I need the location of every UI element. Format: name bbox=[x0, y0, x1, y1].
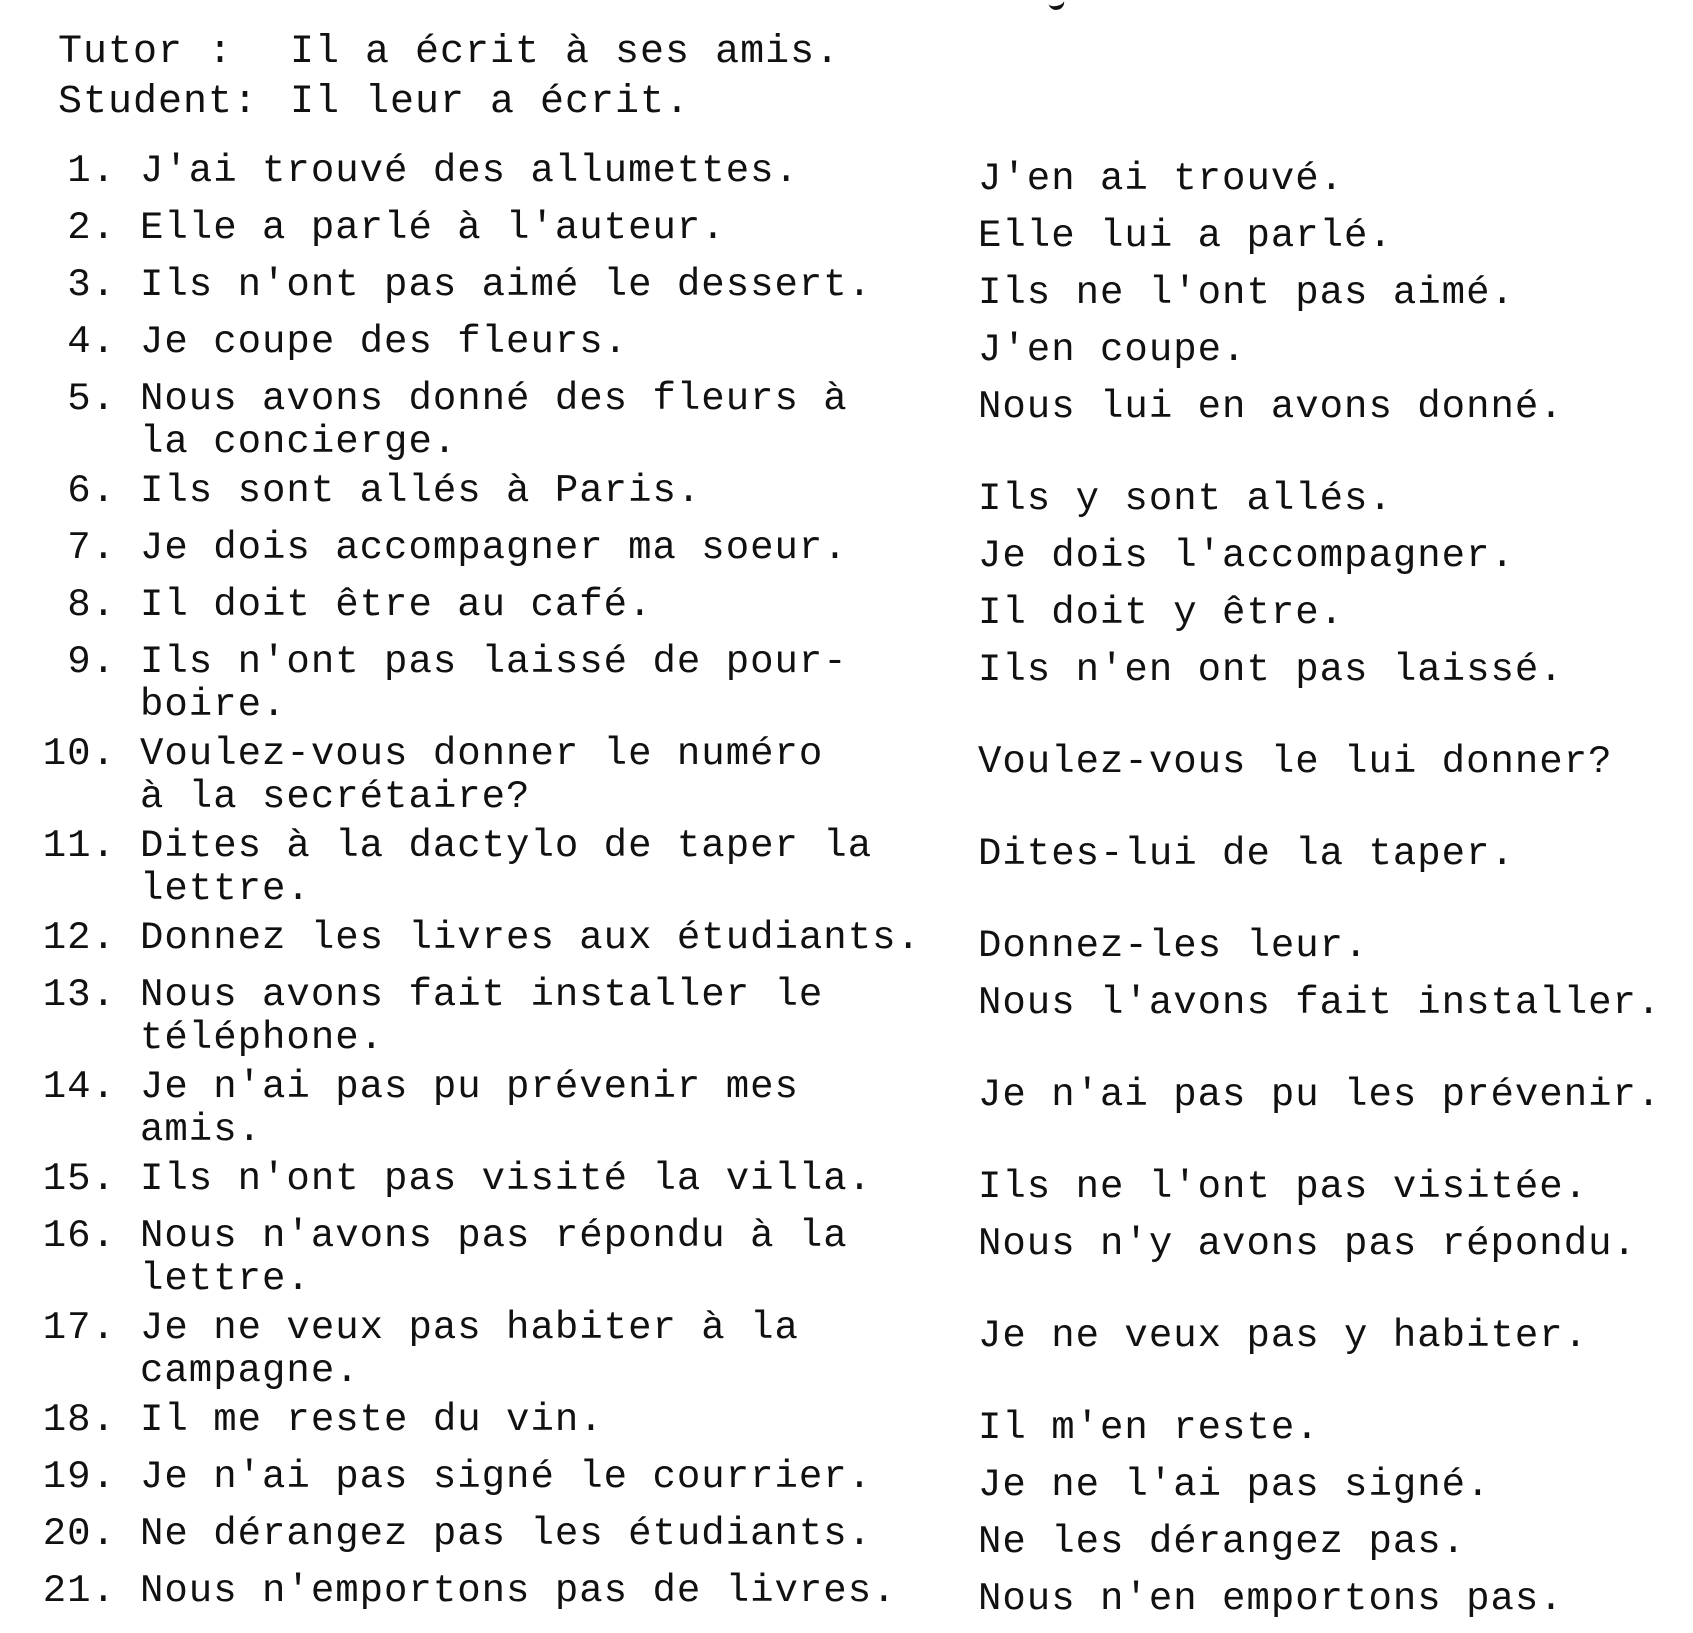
drill-response: Il doit y être. bbox=[978, 591, 1345, 635]
drill-prompt: Ils n'ont pas visité la villa. bbox=[140, 1157, 873, 1201]
drill-response: Dites-lui de la taper. bbox=[978, 832, 1515, 876]
drill-response: Ils ne l'ont pas visitée. bbox=[978, 1165, 1589, 1209]
drill-number: 4. bbox=[67, 320, 116, 364]
drill-prompt: Nous n'avons pas répondu à la lettre. bbox=[140, 1214, 848, 1301]
drill-row-3 bbox=[14, 264, 1689, 315]
drill-prompt: Je dois accompagner ma soeur. bbox=[140, 526, 848, 570]
drill-number: 12. bbox=[42, 916, 116, 960]
drill-response: Donnez-les leur. bbox=[978, 924, 1369, 968]
drill-prompt: Voulez-vous donner le numéro à la secrétaire? bbox=[140, 732, 824, 819]
drill-row-6 bbox=[14, 470, 1689, 521]
drill-row-18 bbox=[14, 1399, 1689, 1450]
drill-prompt: J'ai trouvé des allumettes. bbox=[140, 149, 799, 193]
drill-row-7 bbox=[14, 527, 1689, 578]
drill-row-1 bbox=[14, 150, 1689, 201]
drill-response: Je ne l'ai pas signé. bbox=[978, 1463, 1491, 1507]
drill-prompt: Nous avons donné des fleurs à la concierge. bbox=[140, 377, 848, 464]
drill-number: 5. bbox=[67, 377, 116, 421]
drill-number: 9. bbox=[67, 640, 116, 684]
drill-row-10 bbox=[14, 733, 1689, 819]
drill-number: 15. bbox=[42, 1157, 116, 1201]
drill-prompt: Il me reste du vin. bbox=[140, 1398, 604, 1442]
student-example-row bbox=[58, 78, 840, 128]
drill-row-12 bbox=[14, 917, 1689, 968]
drill-response: Ils y sont allés. bbox=[978, 477, 1393, 521]
drill-row-13 bbox=[14, 974, 1689, 1060]
drill-prompt: Nous avons fait installer le téléphone. bbox=[140, 973, 824, 1060]
drill-row-21 bbox=[14, 1570, 1689, 1621]
drill-row-8 bbox=[14, 584, 1689, 635]
tutor-label: Tutor : bbox=[58, 30, 234, 75]
drill-number: 20. bbox=[42, 1512, 116, 1556]
drill-prompt: Je n'ai pas pu prévenir mes amis. bbox=[140, 1065, 799, 1152]
drill-number: 11. bbox=[42, 824, 116, 868]
drill-number: 18. bbox=[42, 1398, 116, 1442]
drill-response: Nous n'en emportons pas. bbox=[978, 1577, 1564, 1621]
drill-number: 6. bbox=[67, 469, 116, 513]
drill-number: 8. bbox=[67, 583, 116, 627]
drill-prompt: Dites à la dactylo de taper la lettre. bbox=[140, 824, 873, 911]
drill-row-4 bbox=[14, 321, 1689, 372]
drill-row-9 bbox=[14, 641, 1689, 727]
drill-response: Nous l'avons fait installer. bbox=[978, 981, 1662, 1025]
drill-prompt: Ils sont allés à Paris. bbox=[140, 469, 702, 513]
drill-response: Je ne veux pas y habiter. bbox=[978, 1314, 1589, 1358]
drill-response: Voulez-vous le lui donner? bbox=[978, 740, 1613, 784]
drill-prompt: Donnez les livres aux étudiants. bbox=[140, 916, 921, 960]
drill-prompt: Elle a parlé à l'auteur. bbox=[140, 206, 726, 250]
drill-response: Nous n'y avons pas répondu. bbox=[978, 1222, 1637, 1266]
drill-row-2 bbox=[14, 207, 1689, 258]
drill-prompt: Il doit être au café. bbox=[140, 583, 653, 627]
drill-number: 1. bbox=[67, 149, 116, 193]
drill-response: Je dois l'accompagner. bbox=[978, 534, 1515, 578]
drill-row-11 bbox=[14, 825, 1689, 911]
drill-number: 19. bbox=[42, 1455, 116, 1499]
drill-prompt: Je ne veux pas habiter à la campagne. bbox=[140, 1306, 799, 1393]
drill-response: J'en ai trouvé. bbox=[978, 157, 1345, 201]
drill-row-19 bbox=[14, 1456, 1689, 1507]
drill-response: Elle lui a parlé. bbox=[978, 214, 1393, 258]
drill-number: 21. bbox=[42, 1569, 116, 1613]
drill-row-5 bbox=[14, 378, 1689, 464]
drill-row-20 bbox=[14, 1513, 1689, 1564]
drill-prompt: Ils n'ont pas laissé de pour- boire. bbox=[140, 640, 848, 727]
drill-prompt: Ils n'ont pas aimé le dessert. bbox=[140, 263, 873, 307]
drill-row-16 bbox=[14, 1215, 1689, 1301]
drill-response: Nous lui en avons donné. bbox=[978, 385, 1564, 429]
drill-response: Il m'en reste. bbox=[978, 1406, 1320, 1450]
student-example-text: Il leur a écrit. bbox=[290, 80, 691, 125]
drill-number: 7. bbox=[67, 526, 116, 570]
example-block bbox=[58, 28, 840, 128]
drill-response: J'en coupe. bbox=[978, 328, 1247, 372]
drill-number: 10. bbox=[42, 732, 116, 776]
tutor-example-row bbox=[58, 28, 840, 78]
drill-prompt: Je coupe des fleurs. bbox=[140, 320, 629, 364]
tutor-example-text: Il a écrit à ses amis. bbox=[290, 30, 841, 75]
drill-response: Je n'ai pas pu les prévenir. bbox=[978, 1073, 1662, 1117]
drill-row-17 bbox=[14, 1307, 1689, 1393]
drill-row-15 bbox=[14, 1158, 1689, 1209]
drill-number: 14. bbox=[42, 1065, 116, 1109]
drill-prompt: Ne dérangez pas les étudiants. bbox=[140, 1512, 873, 1556]
cropped-character bbox=[1046, 0, 1065, 11]
student-label: Student: bbox=[58, 80, 259, 125]
drill-number: 3. bbox=[67, 263, 116, 307]
drill-response: Ils ne l'ont pas aimé. bbox=[978, 271, 1515, 315]
drill-response: Ne les dérangez pas. bbox=[978, 1520, 1467, 1564]
drill-prompt: Nous n'emportons pas de livres. bbox=[140, 1569, 897, 1613]
drill-response: Ils n'en ont pas laissé. bbox=[978, 648, 1564, 692]
drill-number: 17. bbox=[42, 1306, 116, 1350]
drill-number: 16. bbox=[42, 1214, 116, 1258]
drill-prompt: Je n'ai pas signé le courrier. bbox=[140, 1455, 873, 1499]
drill-number: 13. bbox=[42, 973, 116, 1017]
substitution-drill-list bbox=[14, 150, 1689, 1627]
drill-row-14 bbox=[14, 1066, 1689, 1152]
drill-number: 2. bbox=[67, 206, 116, 250]
